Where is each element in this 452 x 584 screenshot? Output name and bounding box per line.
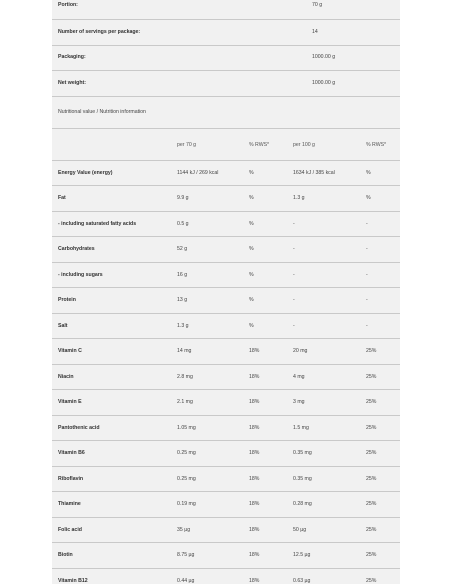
nutrition-title: Nutritional value / Nutrition information [58,108,146,115]
value-per-100g: 20 mg [293,348,308,355]
value-per-100g: 3 mg [293,399,305,406]
product-info-row [52,46,400,72]
value-per-portion: 0.19 mg [177,501,196,508]
nutrient-name: Vitamin E [58,399,82,406]
rws-per-100g: - [366,220,368,227]
nutrient-name: Fat [58,195,66,202]
nutrient-name: Energy Value (energy) [58,169,113,176]
value-per-portion: 8.75 µg [177,552,195,559]
value-per-100g: 4 mg [293,373,305,380]
rws-per-100g: % [366,195,371,202]
table-row [52,186,400,212]
value-per-100g: 0.35 mg [293,450,312,457]
nutrient-name: Riboflavin [58,475,84,482]
value-per-portion: 0.25 mg [177,450,196,457]
table-row [52,467,400,493]
value-per-100g: 1.3 g [293,195,305,202]
rws-per-portion: 18% [249,424,260,431]
info-label: Packaging: [58,54,86,61]
value-per-portion: 35 µg [177,526,191,533]
column-header-per-portion: per 70 g [177,141,197,148]
nutrient-name: - including saturated fatty acids [58,220,137,227]
info-value: 70 g [312,2,323,8]
nutrition-title-row [52,97,400,129]
nutrient-name: Pantothenic acid [58,424,100,431]
nutrient-name: Salt [58,322,68,329]
rws-per-100g: 25% [366,526,377,533]
value-per-100g: 0.35 mg [293,475,312,482]
value-per-portion: 1144 kJ / 269 kcal [177,169,219,176]
value-per-portion: 9.9 g [177,195,189,202]
nutrient-name: Vitamin C [58,348,82,355]
value-per-portion: 14 mg [177,348,192,355]
nutrient-name: Biotin [58,552,73,559]
table-row [52,569,400,584]
rws-per-100g: 25% [366,399,377,406]
value-per-100g: - [293,271,295,278]
table-row [52,288,400,314]
value-per-portion: 2.8 mg [177,373,193,380]
info-value: 1000.00 g [312,79,336,86]
value-per-portion: 1.3 g [177,322,189,329]
info-label: Number of servings per package: [58,28,141,35]
product-info-row [52,0,400,20]
rws-per-portion: 18% [249,399,260,406]
rws-per-100g: 25% [366,348,377,355]
rws-per-portion: % [249,322,254,329]
rws-per-portion: % [249,271,254,278]
table-row [52,339,400,365]
table-row [52,365,400,391]
value-per-portion: 0.44 µg [177,577,195,584]
rws-per-portion: 18% [249,501,260,508]
rws-per-100g: - [366,271,368,278]
rws-per-100g: 25% [366,373,377,380]
info-value: 1000.00 g [312,54,336,61]
rws-per-portion: 18% [249,450,260,457]
info-label: Net weight: [58,79,86,86]
rws-per-portion: 18% [249,526,260,533]
rws-per-portion: % [249,220,254,227]
table-row [52,212,400,238]
rws-per-100g: 25% [366,552,377,559]
rws-per-portion: % [249,195,254,202]
product-info-row [52,71,400,97]
value-per-100g: 1.5 mg [293,424,309,431]
rws-per-100g: % [366,169,371,176]
value-per-portion: 2.1 mg [177,399,193,406]
rws-per-100g: - [366,297,368,304]
nutrient-name: - including sugars [58,271,103,278]
table-row [52,237,400,263]
nutrient-name: Vitamin B6 [58,450,85,457]
nutrition-header-row [52,129,400,161]
table-row [52,263,400,289]
rws-per-100g: 25% [366,475,377,482]
table-row [52,543,400,569]
value-per-100g: 1634 kJ / 385 kcal [293,169,335,176]
rws-per-100g: 25% [366,501,377,508]
rws-per-100g: 25% [366,424,377,431]
column-header-rws-portion: % RWS* [249,141,270,148]
table-row [52,314,400,340]
value-per-100g: 0.28 mg [293,501,312,508]
value-per-100g: 0.63 µg [293,577,311,584]
product-info [52,0,400,97]
table-row [52,441,400,467]
rws-per-portion: % [249,169,254,176]
rws-per-portion: 18% [249,348,260,355]
rws-per-100g: 25% [366,450,377,457]
value-per-100g: 50 µg [293,526,307,533]
table-row [52,492,400,518]
value-per-100g: 12.5 µg [293,552,311,559]
nutrient-name: Carbohydrates [58,246,95,253]
rws-per-portion: % [249,297,254,304]
rws-per-portion: 18% [249,552,260,559]
table-row [52,518,400,544]
rws-per-portion: % [249,246,254,253]
value-per-portion: 16 g [177,271,188,278]
rws-per-portion: 18% [249,475,260,482]
nutrition-table-body [52,161,400,584]
nutrition-panel [52,0,400,584]
column-header-rws-100g: % RWS* [366,141,387,148]
value-per-portion: 0.25 mg [177,475,196,482]
rws-per-100g: 25% [366,577,377,584]
value-per-portion: 13 g [177,297,188,304]
info-value: 14 [312,28,318,35]
nutrient-name: Thiamine [58,501,81,508]
column-header-per-100g: per 100 g [293,141,315,148]
value-per-portion: 0.5 g [177,220,189,227]
rws-per-100g: - [366,246,368,253]
rws-per-portion: 18% [249,373,260,380]
nutrient-name: Niacin [58,373,74,380]
value-per-portion: 52 g [177,246,188,253]
nutrient-name: Protein [58,297,76,304]
table-row [52,416,400,442]
value-per-100g: - [293,220,295,227]
info-label: Portion: [58,2,78,8]
value-per-portion: 1.05 mg [177,424,196,431]
rws-per-100g: - [366,322,368,329]
rws-per-portion: 18% [249,577,260,584]
nutrient-name: Folic acid [58,526,82,533]
product-info-row [52,20,400,46]
table-row [52,161,400,187]
nutrient-name: Vitamin B12 [58,577,88,584]
value-per-100g: - [293,322,295,329]
table-row [52,390,400,416]
value-per-100g: - [293,246,295,253]
value-per-100g: - [293,297,295,304]
